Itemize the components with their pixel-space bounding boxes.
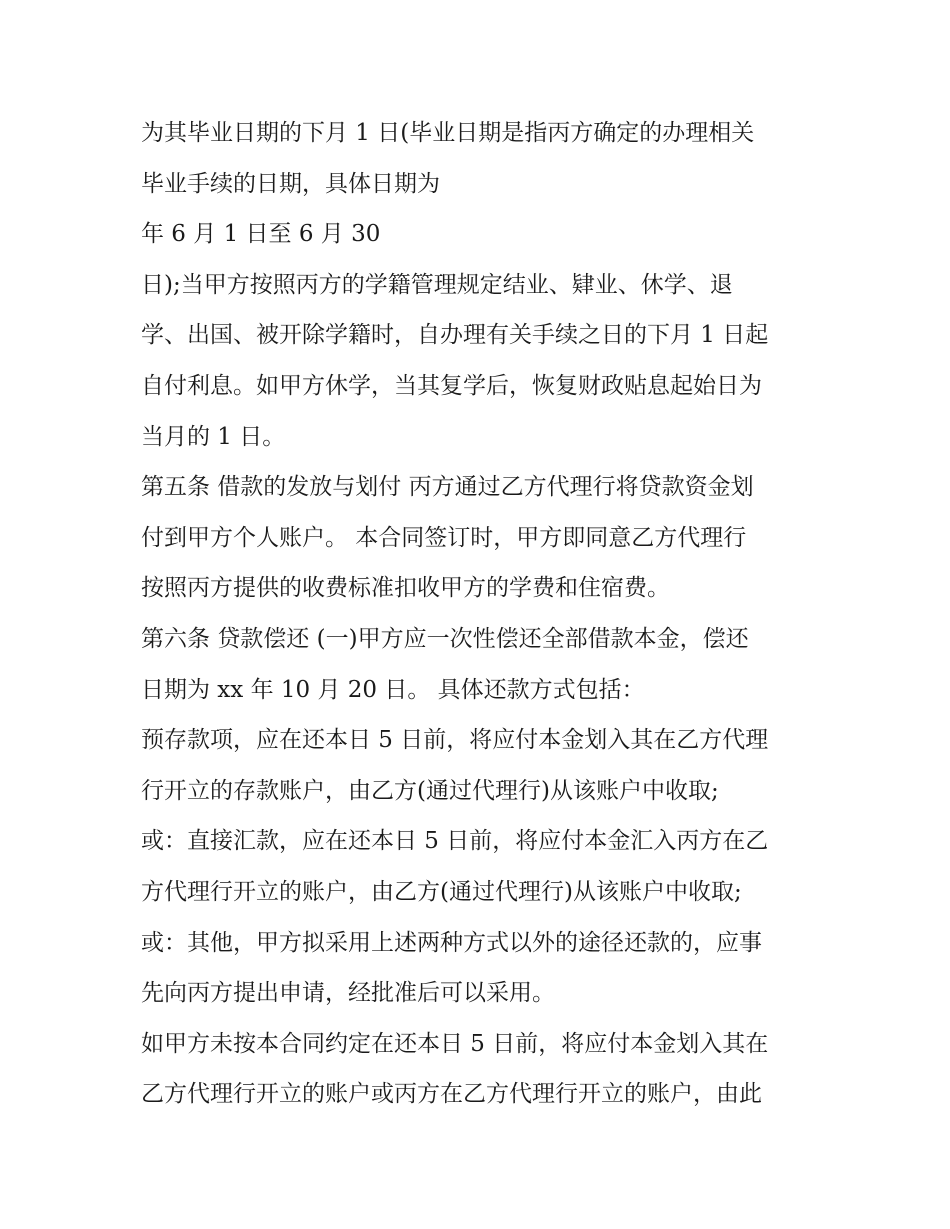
text-line: 第五条 借款的发放与划付 丙方通过乙方代理行将贷款资金划 (141, 474, 754, 501)
text-line: 或：其他，甲方拟采用上述两种方式以外的途径还款的，应事 (141, 929, 762, 956)
text-line: 如甲方未按本合同约定在还本日 5 日前，将应付本金划入其在 (141, 1030, 769, 1057)
text-line: 预存款项，应在还本日 5 日前，将应付本金划入其在乙方代理 (141, 727, 769, 754)
text-line: 毕业手续的日期，具体日期为 (141, 170, 440, 197)
text-line: 第六条 贷款偿还 (一)甲方应一次性偿还全部借款本金，偿还 (141, 625, 749, 652)
document-body (141, 108, 841, 1120)
text-line: 日);当甲方按照丙方的学籍管理规定结业、肄业、休学、退 (141, 271, 733, 298)
text-line: 行开立的存款账户，由乙方(通过代理行)从该账户中收取; (141, 777, 719, 804)
text-line: 付到甲方个人账户。 本合同签订时，甲方即同意乙方代理行 (141, 524, 747, 551)
text-line: 先向丙方提出申请，经批准后可以采用。 (141, 980, 555, 1007)
text-line: 为其毕业日期的下月 1 日(毕业日期是指丙方确定的办理相关 (141, 120, 755, 146)
text-line: 当月的 1 日。 (141, 423, 286, 450)
text-line: 按照丙方提供的收费标准扣收甲方的学费和住宿费。 (141, 575, 670, 602)
text-line: 学、出国、被开除学籍时，自办理有关手续之日的下月 1 日起 (141, 322, 769, 349)
text-line: 年 6 月 1 日至 6 月 30 (141, 221, 381, 248)
text-line: 乙方代理行开立的账户或丙方在乙方代理行开立的账户，由此 (141, 1081, 762, 1108)
text-line: 自付利息。如甲方休学，当其复学后，恢复财政贴息起始日为 (141, 372, 762, 399)
text-line: 日期为 xx 年 10 月 20 日。 具体还款方式包括： (141, 676, 645, 703)
text-line: 或：直接汇款，应在还本日 5 日前，将应付本金汇入丙方在乙 (141, 828, 769, 855)
text-line: 方代理行开立的账户，由乙方(通过代理行)从该账户中收取; (141, 878, 742, 905)
